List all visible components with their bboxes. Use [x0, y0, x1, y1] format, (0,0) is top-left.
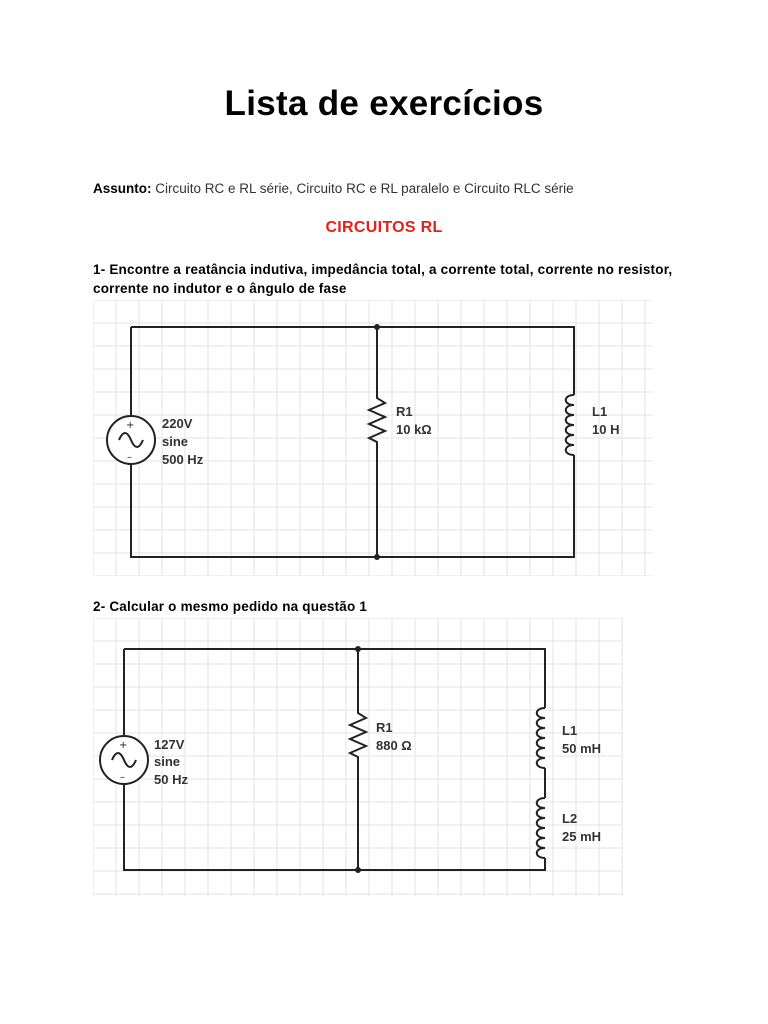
resistor-value: 880 Ω — [376, 738, 412, 753]
source-voltage: 127V — [154, 737, 185, 752]
question-1-text: 1- Encontre a reatância indutiva, impedância total, a corrente total, corrente no resistor, corrente no indutor e o ângulo de fase — [93, 262, 673, 296]
junction-top — [355, 646, 361, 652]
inductor-2-name: L2 — [562, 811, 578, 826]
source-waveform: sine — [154, 754, 181, 769]
inductor-2-icon — [537, 798, 545, 858]
subject-label: Assunto: — [93, 181, 152, 196]
section-heading: CIRCUITOS RL — [325, 219, 443, 236]
resistor-value: 10 kΩ — [396, 422, 432, 437]
subject-text: Circuito RC e RL série, Circuito RC e RL paralelo e Circuito RLC série — [155, 181, 574, 196]
circuit-1-diagram — [93, 300, 653, 576]
source-voltage: 220V — [162, 416, 193, 431]
circuit-2-diagram — [93, 618, 623, 896]
source-waveform: sine — [162, 434, 189, 449]
subject-line — [93, 181, 574, 196]
source-frequency: 50 Hz — [154, 772, 188, 787]
circuit-1-wires — [131, 327, 574, 557]
resistor-icon — [350, 710, 366, 760]
inductor-1-icon — [537, 708, 545, 768]
resistor-name: R1 — [376, 720, 393, 735]
svg-text:+: + — [119, 740, 128, 751]
resistor-name: R1 — [396, 404, 413, 419]
page-title: Lista de exercícios — [224, 84, 544, 123]
junction-top — [374, 324, 380, 330]
junction-bottom — [374, 554, 380, 560]
inductor-1-name: L1 — [592, 404, 608, 419]
junction-bottom — [355, 867, 361, 873]
inductor-1-value: 50 mH — [562, 741, 602, 756]
circuit-2-wires — [124, 649, 545, 870]
ac-source-icon — [100, 736, 148, 784]
svg-text:–: – — [127, 452, 132, 463]
inductor-icon — [566, 395, 574, 455]
svg-text:+: + — [126, 420, 135, 431]
inductor-1-value: 10 H — [592, 422, 620, 437]
question-2-text: 2- Calcular o mesmo pedido na questão 1 — [93, 599, 368, 614]
svg-text:–: – — [120, 772, 125, 783]
source-frequency: 500 Hz — [162, 452, 204, 467]
inductor-1-name: L1 — [562, 723, 578, 738]
ac-source-icon — [107, 416, 155, 464]
inductor-2-value: 25 mH — [562, 829, 602, 844]
